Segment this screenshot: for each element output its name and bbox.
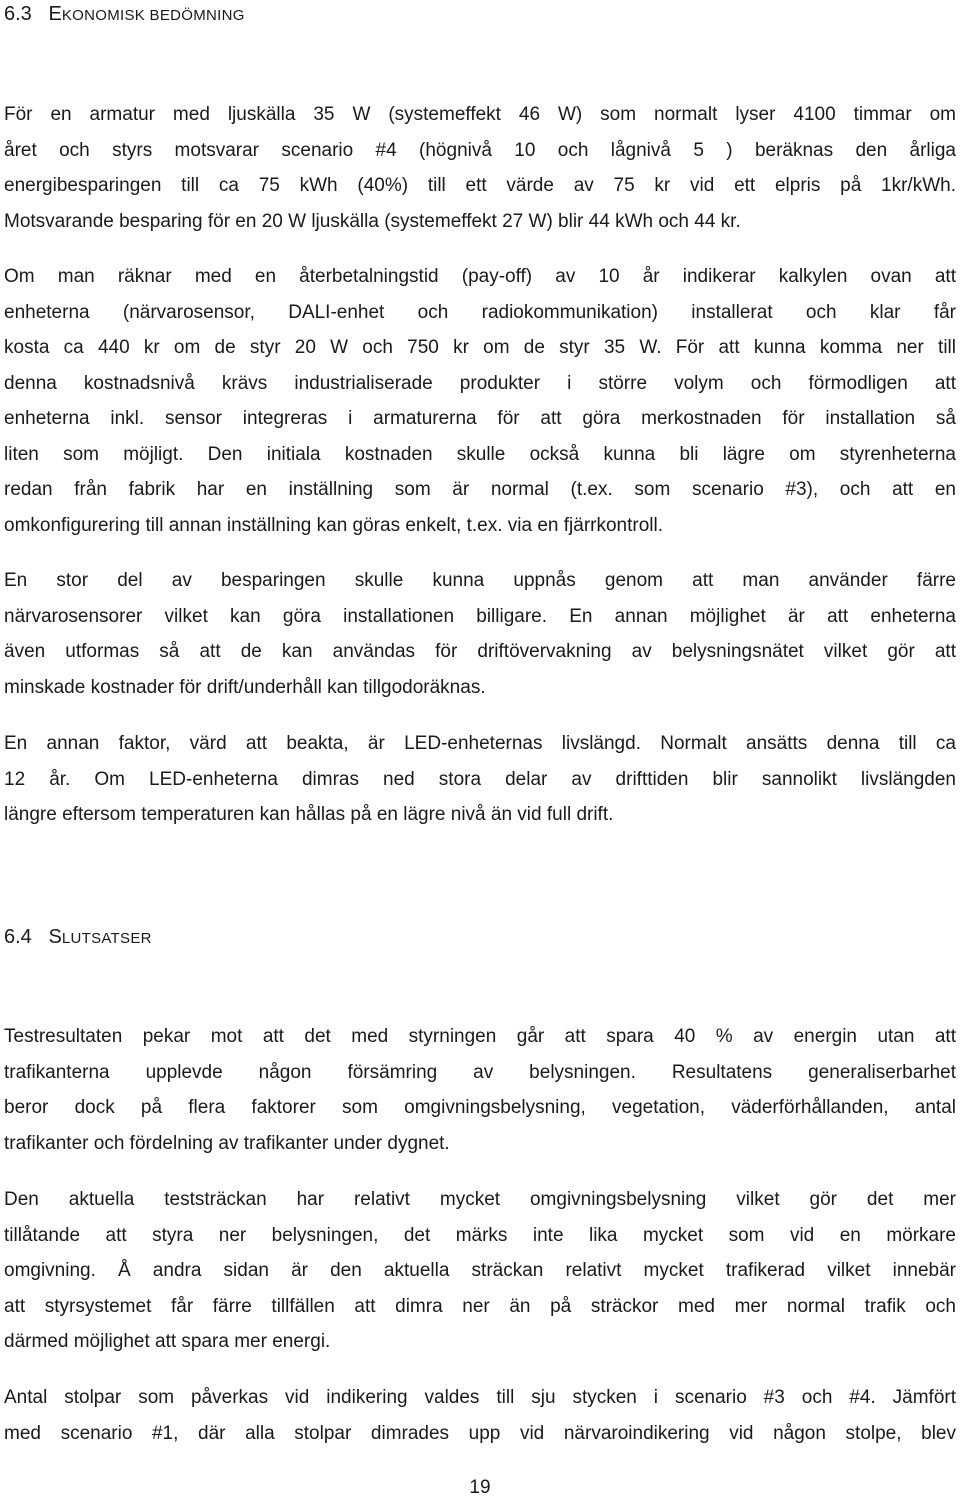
paragraph-line: med scenario #1, där alla stolpar dimrades upp vid närvaroindikering vid någon stolpe, blev <box>4 1422 956 1444</box>
paragraph-line: denna kostnadsnivå krävs industrialiserade produkter i större volym och förmodligen att <box>4 372 956 394</box>
paragraph-line: även utformas så att de kan användas för driftövervakning av belysningsnätet vilket gör att <box>4 641 956 662</box>
paragraph-7 <box>4 1380 956 1451</box>
paragraph-line: längre eftersom temperaturen kan hållas på en lägre nivå än vid full drift. <box>4 804 614 825</box>
paragraph-line: trafikanterna upplevde någon försämring av belysningen. Resultatens generaliserbarhet <box>4 1061 956 1083</box>
section-heading-6-3 <box>4 2 245 28</box>
paragraph-line: enheterna inkl. sensor integreras i armaturerna för att göra merkostnaden för installation så <box>4 408 956 429</box>
paragraph-line: omkonfigurering till annan inställning kan göras enkelt, t.ex. via en fjärrkontroll. <box>4 514 664 536</box>
paragraph-line: året och styrs motsvarar scenario #4 (högnivå 10 och lågnivå 5 ) beräknas den årliga <box>4 139 956 161</box>
section-title-initial: E <box>48 3 62 25</box>
paragraph-line: därmed möjlighet att spara mer energi. <box>4 1331 331 1352</box>
paragraph-line: För en armatur med ljuskälla 35 W (systemeffekt 46 W) som normalt lyser 4100 timmar om <box>4 104 956 125</box>
paragraph-line: Den aktuella teststräckan har relativt mycket omgivningsbelysning vilket gör det mer <box>4 1189 956 1210</box>
paragraph-line: tillåtande att styra ner belysningen, det märks inte lika mycket som vid en mörkare <box>4 1224 956 1246</box>
paragraph-5 <box>4 1019 956 1161</box>
paragraph-line: enheterna (närvarosensor, DALI-enhet och radiokommunikation) installerat och klar får <box>4 301 956 323</box>
paragraph-line: Antal stolpar som påverkas vid indikering valdes till sju stycken i scenario #3 och #4. Jämfört <box>4 1387 956 1408</box>
paragraph-6 <box>4 1182 956 1360</box>
paragraph-line: 12 år. Om LED-enheterna dimras ned stora delar av drifttiden blir sannolikt livslängden <box>4 768 956 790</box>
paragraph-line: att styrsystemet får färre tillfällen att dimra ner än på sträckor med mer normal trafik och <box>4 1295 956 1317</box>
page-number: 19 <box>469 1477 491 1498</box>
paragraph-line: Testresultaten pekar mot att det med styrningen går att spara 40 % av energin utan att <box>4 1026 956 1047</box>
section-heading-6-4 <box>4 925 152 951</box>
section-title-initial: S <box>48 926 62 948</box>
paragraph-line: trafikanter och fördelning av trafikanter under dygnet. <box>4 1132 450 1154</box>
paragraph-line: beror dock på flera faktorer som omgivningsbelysning, vegetation, väderförhållanden, antal <box>4 1097 956 1118</box>
paragraph-2 <box>4 259 956 543</box>
paragraph-line: En stor del av besparingen skulle kunna uppnås genom att man använder färre <box>4 570 956 591</box>
paragraph-line: redan från fabrik har en inställning som är normal (t.ex. som scenario #3), och att en <box>4 479 956 500</box>
paragraph-4 <box>4 726 956 833</box>
section-number: 6.4 <box>4 926 32 948</box>
paragraph-1 <box>4 97 956 239</box>
section-title-rest: KONOMISK BEDÖMNING <box>61 7 245 24</box>
paragraph-3 <box>4 563 956 705</box>
paragraph-line: kosta ca 440 kr om de styr 20 W och 750 kr om de styr 35 W. För att kunna komma ner till <box>4 337 956 358</box>
section-number: 6.3 <box>4 3 32 25</box>
paragraph-line: närvarosensorer vilket kan göra installationen billigare. En annan möjlighet är att enheterna <box>4 605 956 627</box>
paragraph-line: liten som möjligt. Den initiala kostnaden skulle också kunna bli lägre om styrenheterna <box>4 443 956 465</box>
paragraph-line: omgivning. Å andra sidan är den aktuella sträckan relativt mycket trafikerad vilket innebär <box>4 1260 956 1281</box>
paragraph-line: energibesparingen till ca 75 kWh (40%) till ett värde av 75 kr vid ett elpris på 1kr/kWh. <box>4 175 956 196</box>
paragraph-line: Om man räknar med en återbetalningstid (pay-off) av 10 år indikerar kalkylen ovan att <box>4 266 956 287</box>
paragraph-line: minskade kostnader för drift/underhåll kan tillgodoräknas. <box>4 676 486 698</box>
paragraph-line: Motsvarande besparing för en 20 W ljuskälla (systemeffekt 27 W) blir 44 kWh och 44 kr. <box>4 210 741 232</box>
paragraph-line: En annan faktor, värd att beakta, är LED-enheternas livslängd. Normalt ansätts denna till ca <box>4 733 956 754</box>
section-title-rest: LUTSATSER <box>61 930 152 947</box>
